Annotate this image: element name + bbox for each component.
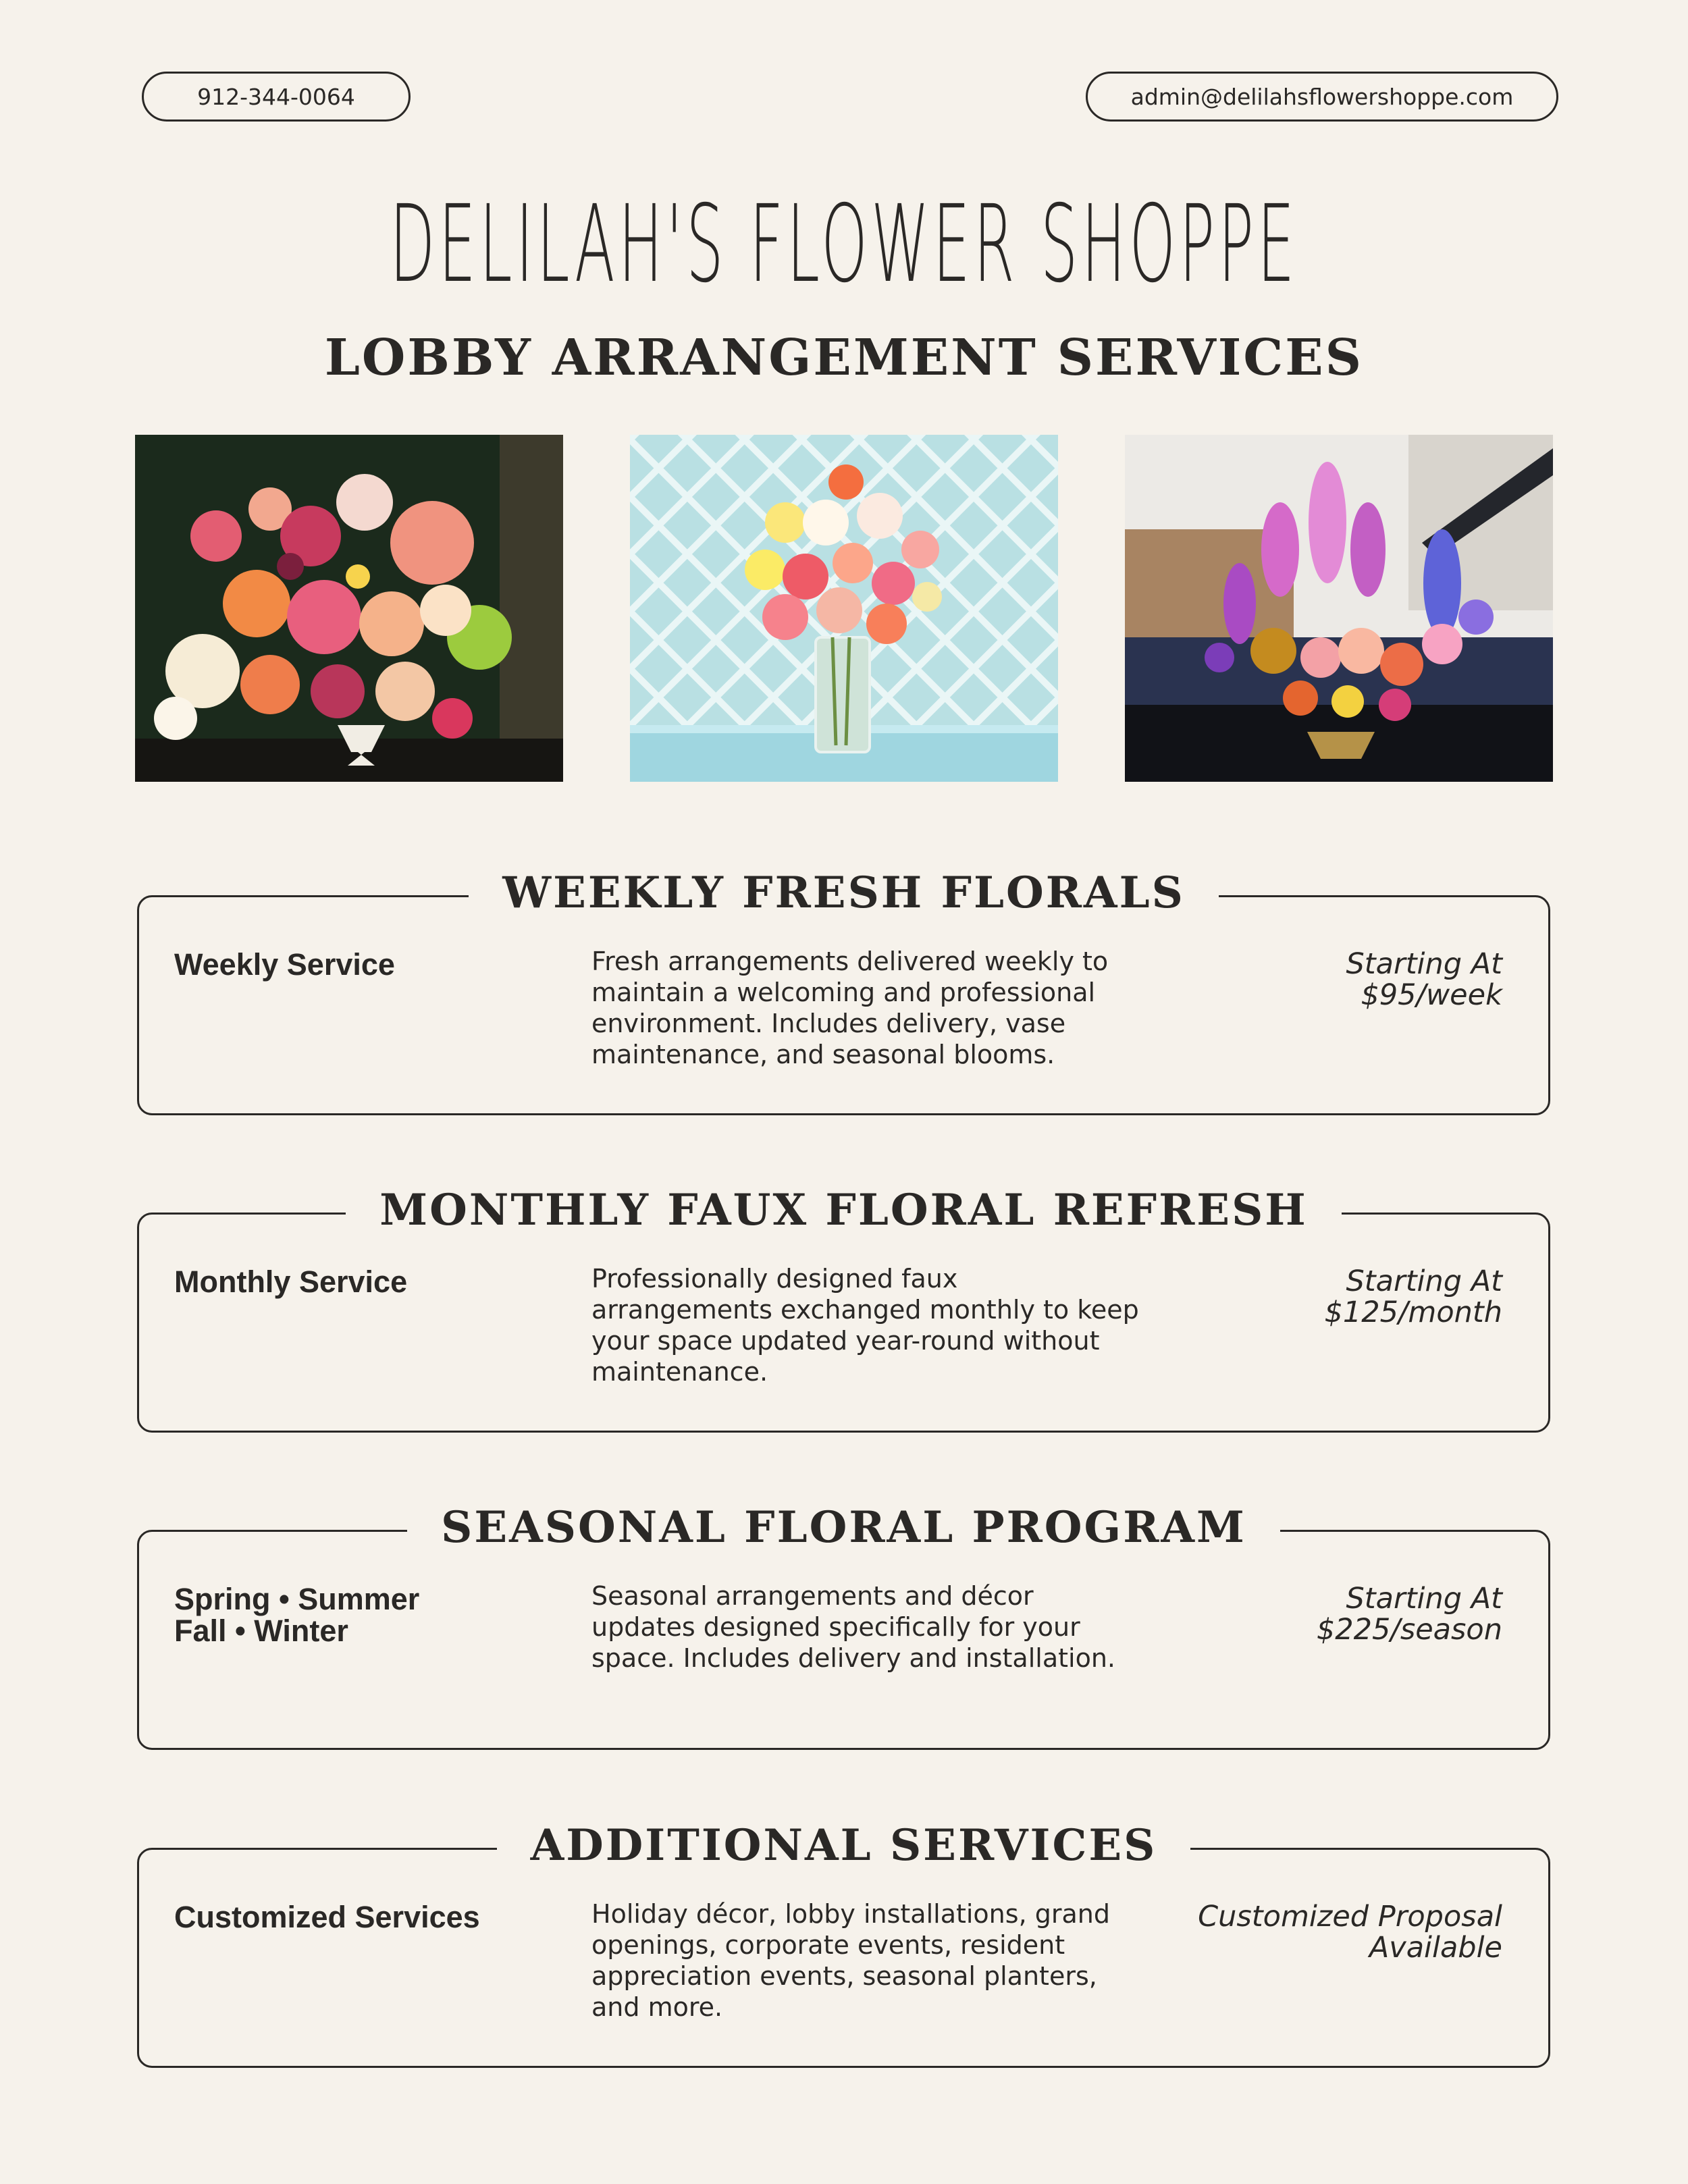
- service-name: Spring • Summer Fall • Winter: [174, 1582, 420, 1648]
- service-name: Weekly Service: [174, 947, 395, 982]
- service-price: Starting At $125/month: [1324, 1264, 1502, 1329]
- service-description: Professionally designed faux arrangements exchanged monthly to keep your space updated year-round without maintenance.: [591, 1264, 1139, 1387]
- section-title: WEEKLY FRESH FLORALS: [469, 859, 1219, 927]
- service-name: Monthly Service: [174, 1264, 408, 1299]
- service-price: Customized Proposal Available: [1198, 1900, 1502, 1965]
- weekly-service-section: [137, 868, 1550, 1115]
- brand-title: DELILAH'S FLOWER SHOPPE: [390, 182, 1298, 307]
- service-description: Holiday décor, lobby installations, grand openings, corporate events, resident appreciation events, seasonal planters, and more.: [591, 1899, 1110, 2022]
- monthly-service-section: [137, 1185, 1550, 1433]
- section-title: ADDITIONAL SERVICES: [497, 1812, 1191, 1880]
- page-subtitle: LOBBY ARRANGEMENT SERVICES: [324, 329, 1364, 387]
- service-description: Seasonal arrangements and décor updates designed specifically for your space. Includes delivery and installation.: [591, 1581, 1115, 1673]
- phone-link[interactable]: 912-344-0064: [142, 72, 411, 122]
- service-price: Starting At $95/week: [1346, 947, 1502, 1012]
- section-title: MONTHLY FAUX FLORAL REFRESH: [346, 1177, 1342, 1244]
- additional-services-section: [137, 1820, 1550, 2068]
- seasonal-service-section: [137, 1502, 1550, 1750]
- service-description: Fresh arrangements delivered weekly to maintain a welcoming and professional environment. Includes delivery, vase maintenance, and seasonal blooms.: [591, 947, 1109, 1069]
- flower-arrangement-lobby-photo: [1125, 435, 1553, 782]
- flower-arrangement-dark-background-photo: [135, 435, 563, 782]
- service-price: Starting At $225/season: [1316, 1582, 1502, 1647]
- email-link[interactable]: admin@delilahsflowershoppe.com: [1086, 72, 1558, 122]
- flower-vase-lattice-background-photo: [630, 435, 1058, 782]
- section-title: SEASONAL FLORAL PROGRAM: [407, 1494, 1280, 1562]
- service-name: Customized Services: [174, 1900, 480, 1934]
